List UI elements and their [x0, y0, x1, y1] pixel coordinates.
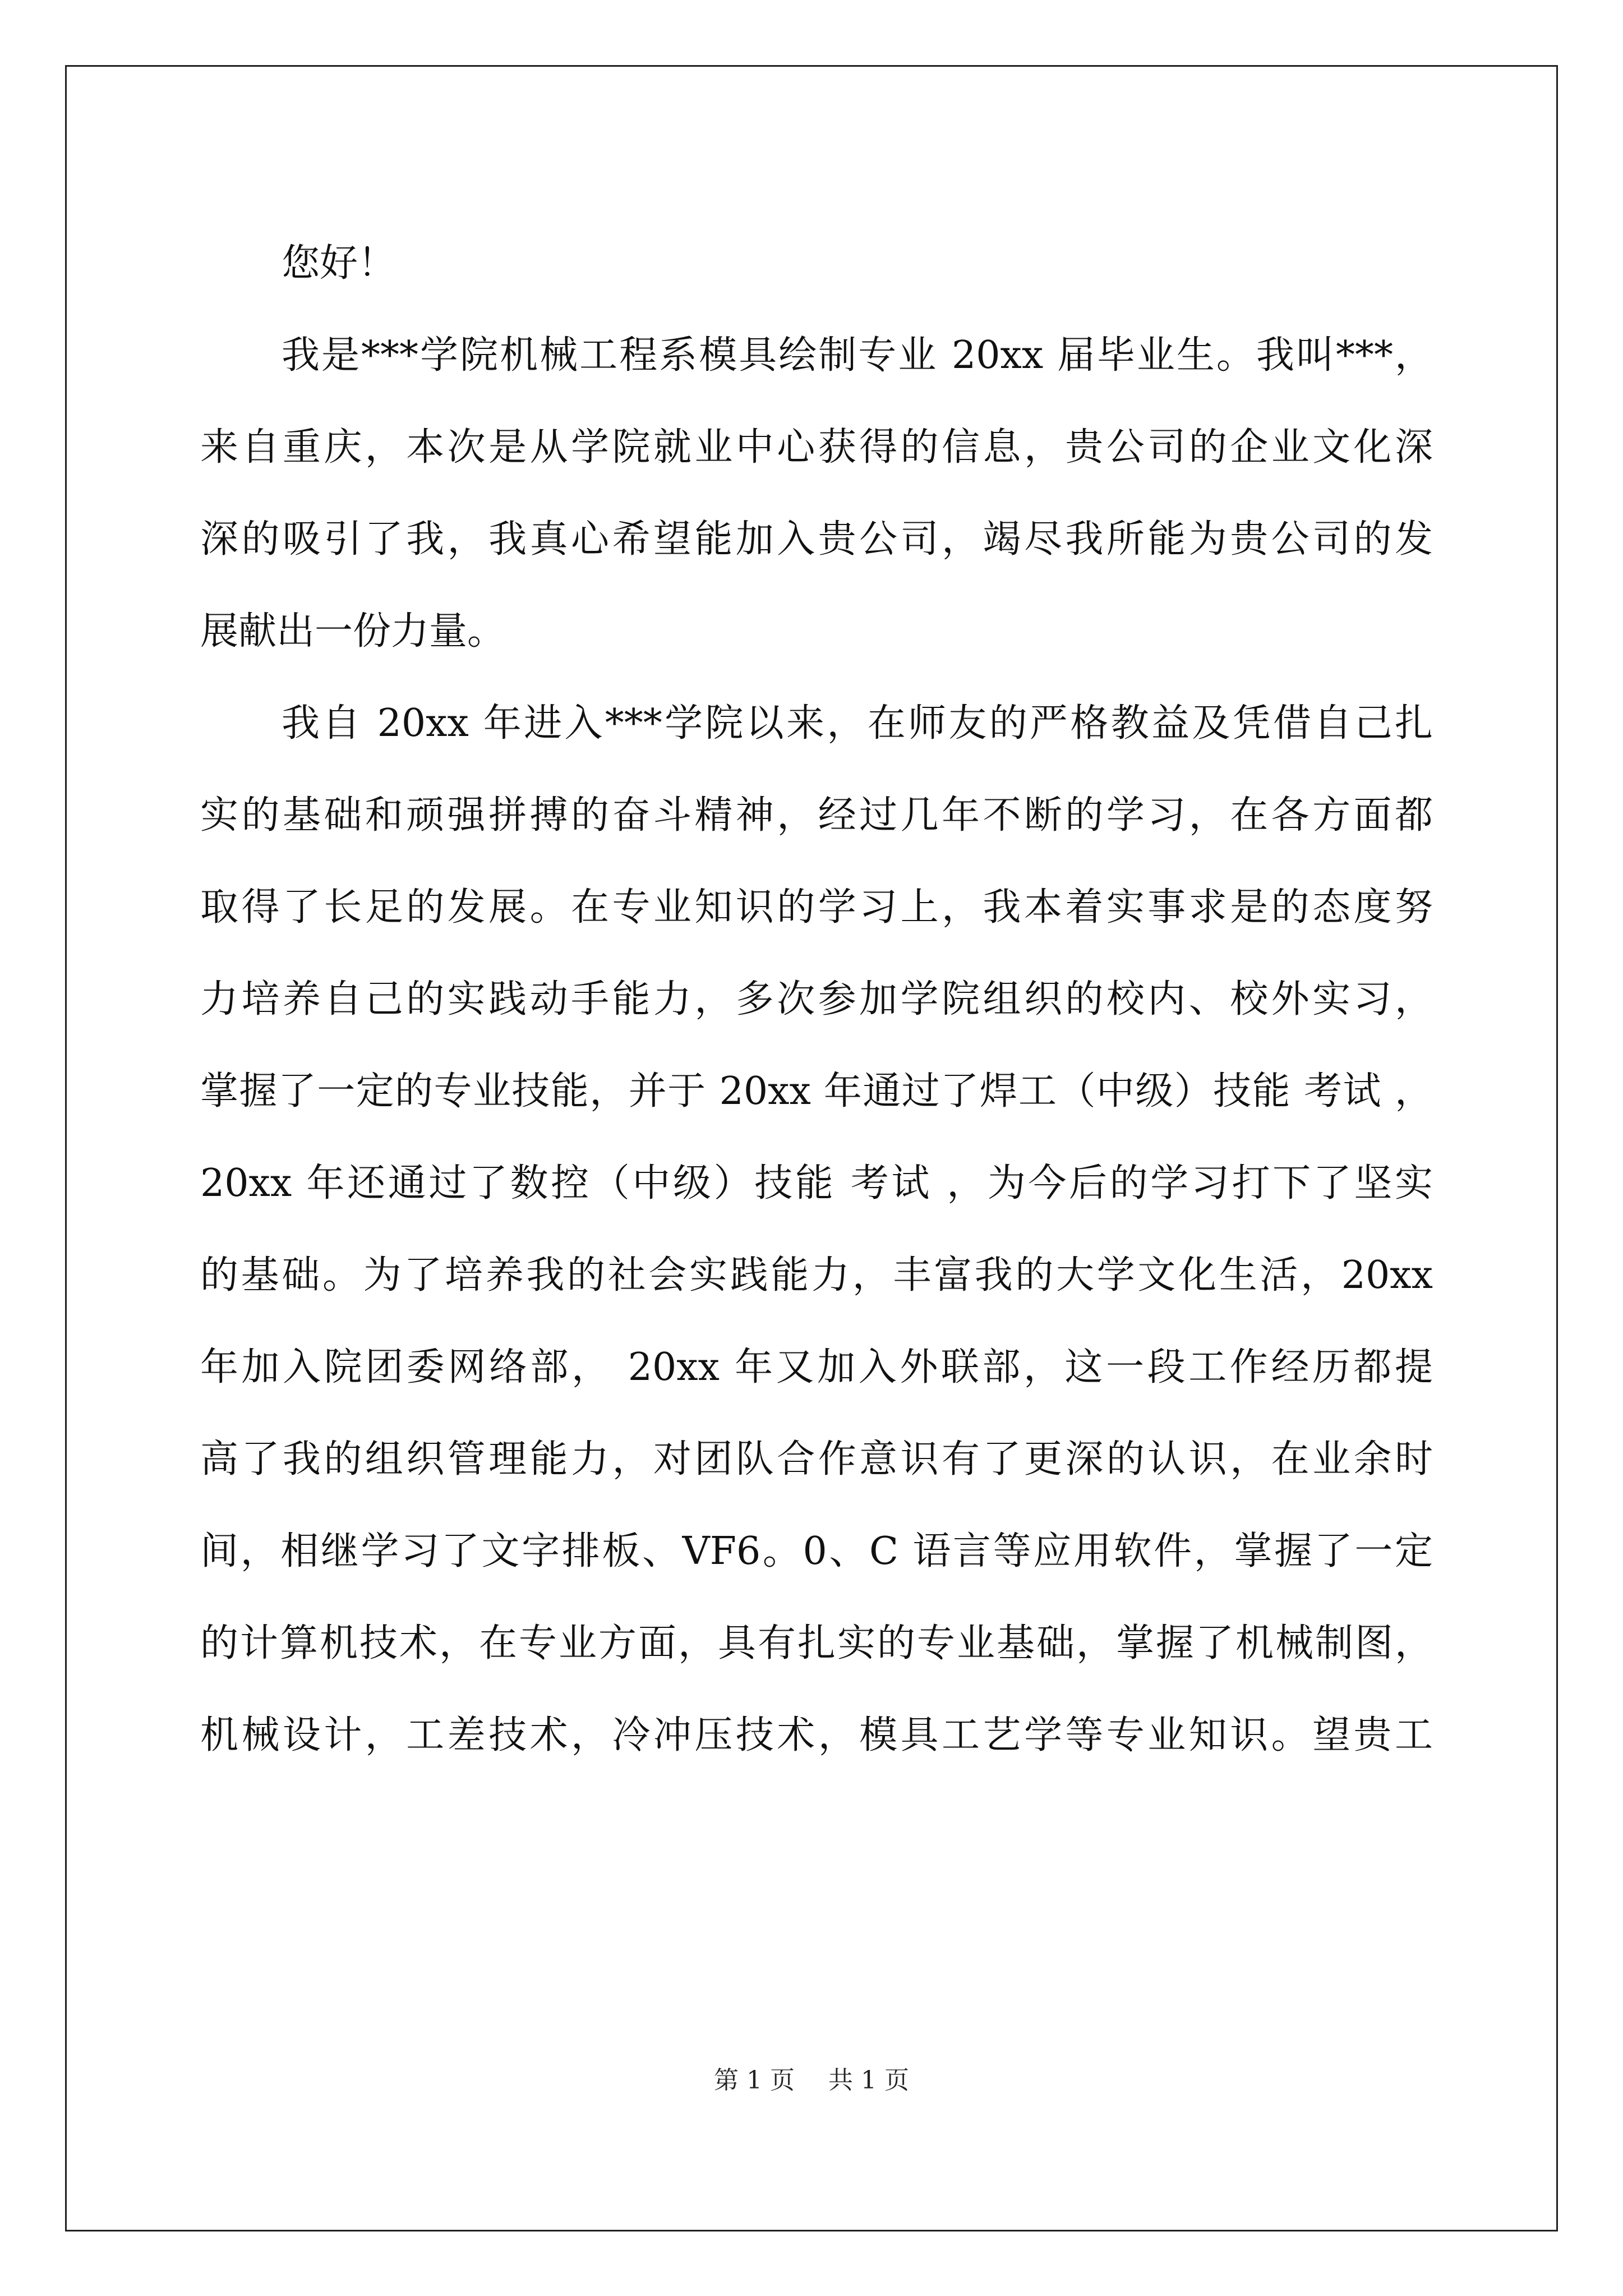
- paragraph-2-line-11: 的计算机技术，在专业方面，具有扎实的专业基础，掌握了机械制图，: [200, 1621, 1433, 1665]
- paragraph-1-line-4: 展献出一份力量。: [200, 609, 506, 654]
- letter-body: [200, 218, 1433, 1782]
- paragraph-2-line-5: 掌握了一定的专业技能，并于 20xx 年通过了焊工（中级）技能 考试 ，: [200, 1069, 1433, 1114]
- paragraph-2-line-1: 我自 20xx 年进入***学院以来，在师友的严格教益及凭借自己扎: [282, 701, 1433, 746]
- paragraph-1-line-2: 来自重庆，本次是从学院就业中心获得的信息，贵公司的企业文化深: [200, 425, 1433, 470]
- paragraph-2-line-7: 的基础。为了培养我的社会实践能力，丰富我的大学文化生活，20xx: [200, 1253, 1433, 1297]
- paragraph-2-line-3: 取得了长足的发展。在专业知识的学习上，我本着实事求是的态度努: [200, 885, 1433, 930]
- greeting-line: 您好！: [282, 241, 396, 286]
- paragraph-2-line-12: 机械设计，工差技术，冷冲压技术，模具工艺学等专业知识。望贵工: [200, 1713, 1433, 1757]
- paragraph-2-line-6: 20xx 年还通过了数控（中级）技能 考试 ，为今后的学习打下了坚实: [200, 1161, 1433, 1205]
- paragraph-2-line-10: 间，相继学习了文字排板、VF6。0、C 语言等应用软件，掌握了一定: [200, 1529, 1433, 1573]
- page-footer: [0, 2060, 1623, 2096]
- page-number: 第 1 页: [714, 2066, 795, 2095]
- paragraph-2-line-8: 年加入院团委网络部， 20xx 年又加入外联部，这一段工作经历都提: [200, 1345, 1433, 1389]
- paragraph-1-line-3: 深的吸引了我，我真心希望能加入贵公司，竭尽我所能为贵公司的发: [200, 517, 1433, 562]
- paragraph-2-line-4: 力培养自己的实践动手能力，多次参加学院组织的校内、校外实习，: [200, 977, 1433, 1022]
- paragraph-1-line-1: 我是***学院机械工程系模具绘制专业 20xx 届毕业生。我叫***，: [282, 333, 1433, 378]
- page-total: 共 1 页: [828, 2066, 909, 2095]
- paragraph-2-line-9: 高了我的组织管理能力，对团队合作意识有了更深的认识，在业余时: [200, 1437, 1433, 1481]
- paragraph-2-line-2: 实的基础和顽强拼搏的奋斗精神，经过几年不断的学习，在各方面都: [200, 793, 1433, 838]
